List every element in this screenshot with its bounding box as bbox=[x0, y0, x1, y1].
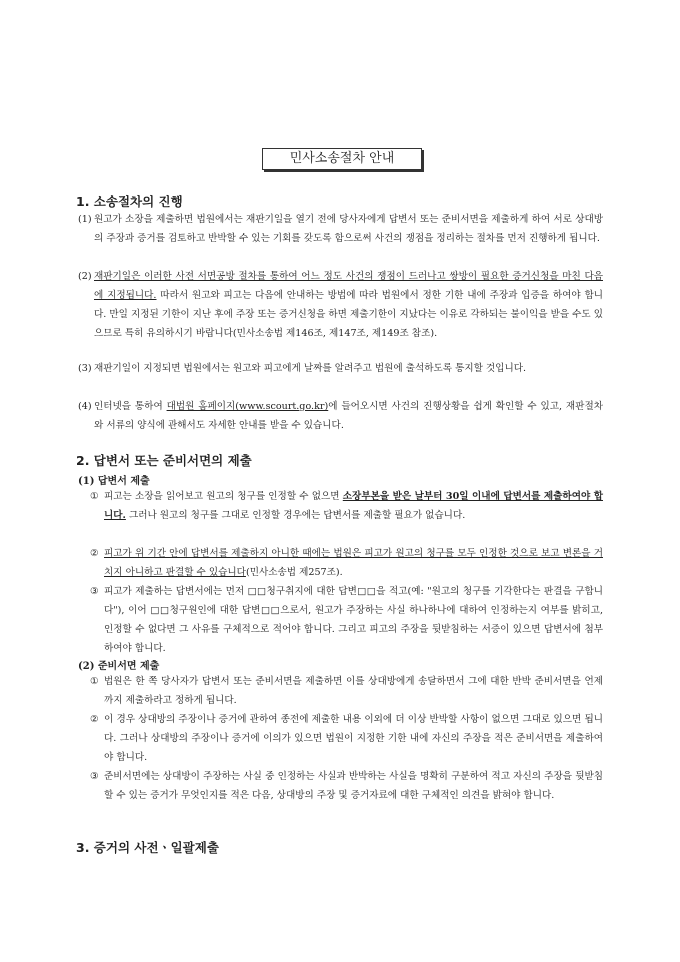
item-text-post: (민사소송법 제257조). bbox=[245, 567, 343, 578]
section-1-heading: 1. 소송절차의 진행 bbox=[76, 194, 183, 209]
s2-answer-item-3 bbox=[90, 582, 603, 658]
scourt-link[interactable]: 대법원 홈페이지(www.scourt.go.kr) bbox=[166, 401, 329, 412]
item-marker: (1) bbox=[78, 214, 92, 225]
item-text: 원고가 소장을 제출하면 법원에서는 재판기일을 열기 전에 당사자에게 답변서 또는 준비서면을 제출하게 하여 서로 상대방의 주장과 증거를 검토하고 반박할 수 있는 기회를 갖도록 함으로써 사건의 쟁점을 정리하는 절차를 먼저 진행하게 됩니다. bbox=[94, 214, 603, 244]
s2-brief-item-3 bbox=[90, 767, 603, 805]
item-marker: (2) bbox=[78, 271, 92, 282]
item-marker: ② bbox=[90, 548, 99, 559]
item-text-post: 그러나 원고의 청구를 그대로 인정할 경우에는 답변서를 제출할 필요가 없습니다. bbox=[125, 510, 466, 521]
item-text-pre: 피고는 소장을 읽어보고 원고의 청구를 인정할 수 없으면 bbox=[104, 491, 343, 502]
s1-item-3 bbox=[78, 359, 603, 378]
deadline-text: 소장부본을 받은 날부터 30일 이내에 답변서를 제출하여야 합니다. bbox=[104, 491, 603, 521]
item-text bbox=[78, 267, 603, 343]
underlined-text: 피고가 위 기간 안에 답변서를 제출하지 아니한 때에는 법원은 피고가 원고의 청구를 모두 인정한 것으로 보고 변론을 거치지 아니하고 판결할 수 있습니다 bbox=[104, 548, 603, 578]
item-marker: (3) bbox=[78, 363, 92, 374]
item-marker: ③ bbox=[90, 586, 99, 597]
section-2-heading: 2. 답변서 또는 준비서면의 제출 bbox=[76, 453, 252, 468]
s1-item-4 bbox=[78, 397, 603, 435]
item-text-post: 에 들어오시면 사건의 진행상황을 쉽게 확인할 수 있고, 재판절차와 서류의 양식에 관해서도 자세한 안내를 받을 수 있습니다. bbox=[94, 401, 603, 431]
subsection-answer-heading: (1) 답변서 제출 bbox=[78, 476, 150, 487]
section-3-heading: 3. 증거의 사전ㆍ일괄제출 bbox=[76, 840, 219, 855]
item-text: 재판기일이 지정되면 법원에서는 원고와 피고에게 날짜를 알려주고 법원에 출석하도록 통지할 것입니다. bbox=[94, 363, 527, 374]
item-text: 법원은 한 쪽 당사자가 답변서 또는 준비서면을 제출하면 이를 상대방에게 송달하면서 그에 대한 반박 준비서면을 언제까지 제출하라고 정하게 됩니다. bbox=[104, 676, 603, 706]
item-text bbox=[90, 487, 603, 525]
underlined-text: 재판기일은 이러한 사전 서면공방 절차를 통하여 어느 정도 사건의 쟁점이 드러나고 쌍방이 필요한 증거신청을 마친 다음에 지정됩니다. bbox=[94, 271, 603, 301]
item-text: 피고가 제출하는 답변서에는 먼저 □□청구취지에 대한 답변□□을 적고(예: "원고의 청구를 기각한다는 판결을 구합니다"), 이어 □□청구원인에 대한 답변□□으로서, 원고가 주장하는 사실 하나하나에 대하여 인정하는지 여부를 밝히고, 인정할 수 없다면 그 사유를 구체적으로 적어야 합니다. 그리고 피고의 주장을 뒷받침하는 서증이 있으면 답변서에 첨부하여야 합니다. bbox=[104, 586, 603, 654]
document-title: 민사소송절차 안내 bbox=[262, 148, 422, 170]
item-text-pre: 인터넷을 통하여 bbox=[94, 401, 167, 412]
s2-answer-item-1 bbox=[90, 487, 603, 525]
s2-brief-item-1 bbox=[90, 672, 603, 710]
item-text: 준비서면에는 상대방이 주장하는 사실 중 인정하는 사실과 반박하는 사실을 명확히 구분하여 적고 자신의 주장을 뒷받침할 수 있는 증거가 무엇인지를 적은 다음, 상대방의 주장 및 증거자료에 대한 구체적인 의견을 밝혀야 합니다. bbox=[104, 771, 603, 801]
s1-item-2 bbox=[78, 267, 603, 343]
item-text bbox=[90, 544, 603, 582]
s2-brief-item-2 bbox=[90, 710, 603, 767]
s2-answer-item-2 bbox=[90, 544, 603, 582]
item-marker: ② bbox=[90, 714, 99, 725]
item-text-rest: 따라서 원고와 피고는 다음에 안내하는 방법에 따라 법원에서 정한 기한 내에 주장과 입증을 하여야 합니다. 만일 지정된 기한이 지난 후에 주장 또는 증거신청을 하면 제출기한이 지났다는 이유로 각하되는 불이익을 받을 수도 있으므로 특히 유의하시기 바랍니다(민사소송법 제146조, 제147조, 제149조 참조). bbox=[94, 290, 604, 339]
subsection-brief-heading: (2) 준비서면 제출 bbox=[78, 661, 160, 672]
s1-item-1 bbox=[78, 210, 603, 248]
item-marker: (4) bbox=[78, 401, 92, 412]
item-marker: ① bbox=[90, 491, 99, 502]
item-marker: ③ bbox=[90, 771, 99, 782]
item-text bbox=[78, 397, 603, 435]
item-text: 이 경우 상대방의 주장이나 증거에 관하여 종전에 제출한 내용 이외에 더 이상 반박할 사항이 없으면 그대로 있으면 됩니다. 그러나 상대방의 주장이나 증거에 이의가 있으면 법원이 지정한 기한 내에 자신의 주장을 적은 준비서면을 제출하여야 합니다. bbox=[104, 714, 603, 763]
item-marker: ① bbox=[90, 676, 99, 687]
